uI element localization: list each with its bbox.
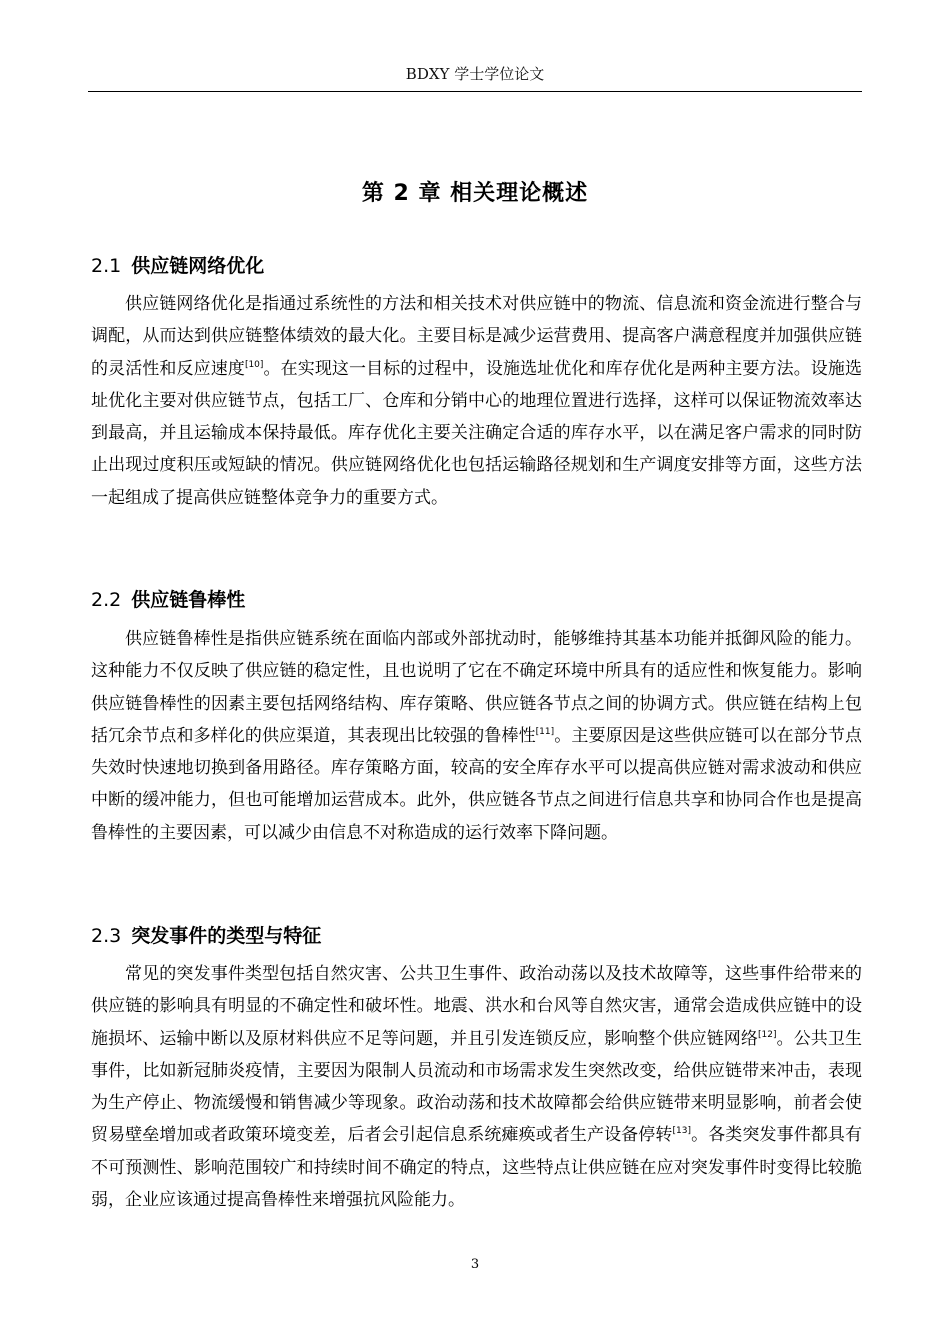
running-header: BDXY 学士学位论文 xyxy=(405,65,545,83)
section-title: 供应链鲁棒性 xyxy=(131,589,246,611)
section-heading-2-3 xyxy=(91,922,861,950)
paragraph-text: 。公共卫生事件，比如新冠肺炎疫情，主要因为限制人员流动和市场需求发生突然改变，给供应链带来冲击，表现为生产停止、物流缓慢和销售减少等现象。政治动荡和技术故障都会给供应链带来明显影响，前者会使贸易壁垒增加或者政策环境变差，后者会引起信息系统瘫痪或者生产设备停转 xyxy=(91,1028,863,1146)
header-rule xyxy=(88,91,862,92)
paragraph-text: 。各类突发事件都具有不可预测性、影响范围较广和持续时间不确定的特点，这些特点让供应链在应对突发事件时变得比较脆弱，企业应该通过提高鲁棒性来增强抗风险能力。 xyxy=(91,1125,863,1211)
section-number: 2.1 xyxy=(91,255,122,277)
chapter-title: 第 2 章 相关理论概述 xyxy=(361,181,589,206)
paragraph-text: 供应链网络优化是指通过系统性的方法和相关技术对供应链中的物流、信息流和资金流进行整合与调配，从而达到供应链整体绩效的最大化。主要目标是减少运营费用、提高客户满意程度并加强供应链的灵活性和反应速度 xyxy=(91,294,862,379)
page-number: 3 xyxy=(470,1257,480,1272)
paragraph-text: 常见的突发事件类型包括自然灾害、公共卫生事件、政治动荡以及技术故障等，这些事件给带来的供应链的影响具有明显的不确定性和破坏性。地震、洪水和台风等自然灾害，通常会造成供应链中的设施损坏、运输中断以及原材料供应不足等问题，并且引发连锁反应，影响整个供应链网络 xyxy=(91,964,862,1049)
paragraph-2-1 xyxy=(91,288,862,514)
paragraph-text: 供应链鲁棒性是指供应链系统在面临内部或外部扰动时，能够维持其基本功能并抵御风险的能力。这种能力不仅反映了供应链的稳定性，且也说明了它在不确定环境中所具有的适应性和恢复能力。影响供应链鲁棒性的因素主要包括网络结构、库存策略、供应链各节点之间的协调方式。供应链在结构上包括冗余节点和多样化的供应渠道，其表现出比较强的鲁棒性 xyxy=(91,629,862,746)
citation: [12] xyxy=(758,1029,777,1040)
paragraph-text: 。在实现这一目标的过程中，设施选址优化和库存优化是两种主要方法。设施选址优化主要对供应链节点，包括工厂、仓库和分销中心的地理位置进行选择，这样可以保证物流效率达到最高，并且运输成本保持最低。库存优化主要关注确定合适的库存水平，以在满足客户需求的同时防止出现过度积压或短缺的情况。供应链网络优化也包括运输路径规划和生产调度安排等方面，这些方法一起组成了提高供应链整体竞争力的重要方式。 xyxy=(91,358,863,508)
citation: [10] xyxy=(244,359,264,370)
paragraph-2-3 xyxy=(91,958,862,1216)
citation: [13] xyxy=(672,1126,691,1137)
paragraph-text: 。主要原因是这些供应链可以在部分节点失效时快速地切换到备用路径。库存策略方面，较高的安全库存水平可以提高供应链对需求波动和供应中断的缓冲能力，但也可能增加运营成本。此外，供应链各节点之间进行信息共享和协同合作也是提高鲁棒性的主要因素，可以减少由信息不对称造成的运行效率下降问题。 xyxy=(91,725,863,843)
section-title: 供应链网络优化 xyxy=(131,255,265,277)
section-title: 突发事件的类型与特征 xyxy=(131,925,322,947)
citation: [11] xyxy=(535,726,555,737)
paragraph-2-2 xyxy=(91,623,862,849)
section-heading-2-1 xyxy=(91,252,861,280)
section-heading-2-2 xyxy=(91,586,861,614)
section-number: 2.2 xyxy=(91,589,122,611)
section-number: 2.3 xyxy=(91,925,122,947)
